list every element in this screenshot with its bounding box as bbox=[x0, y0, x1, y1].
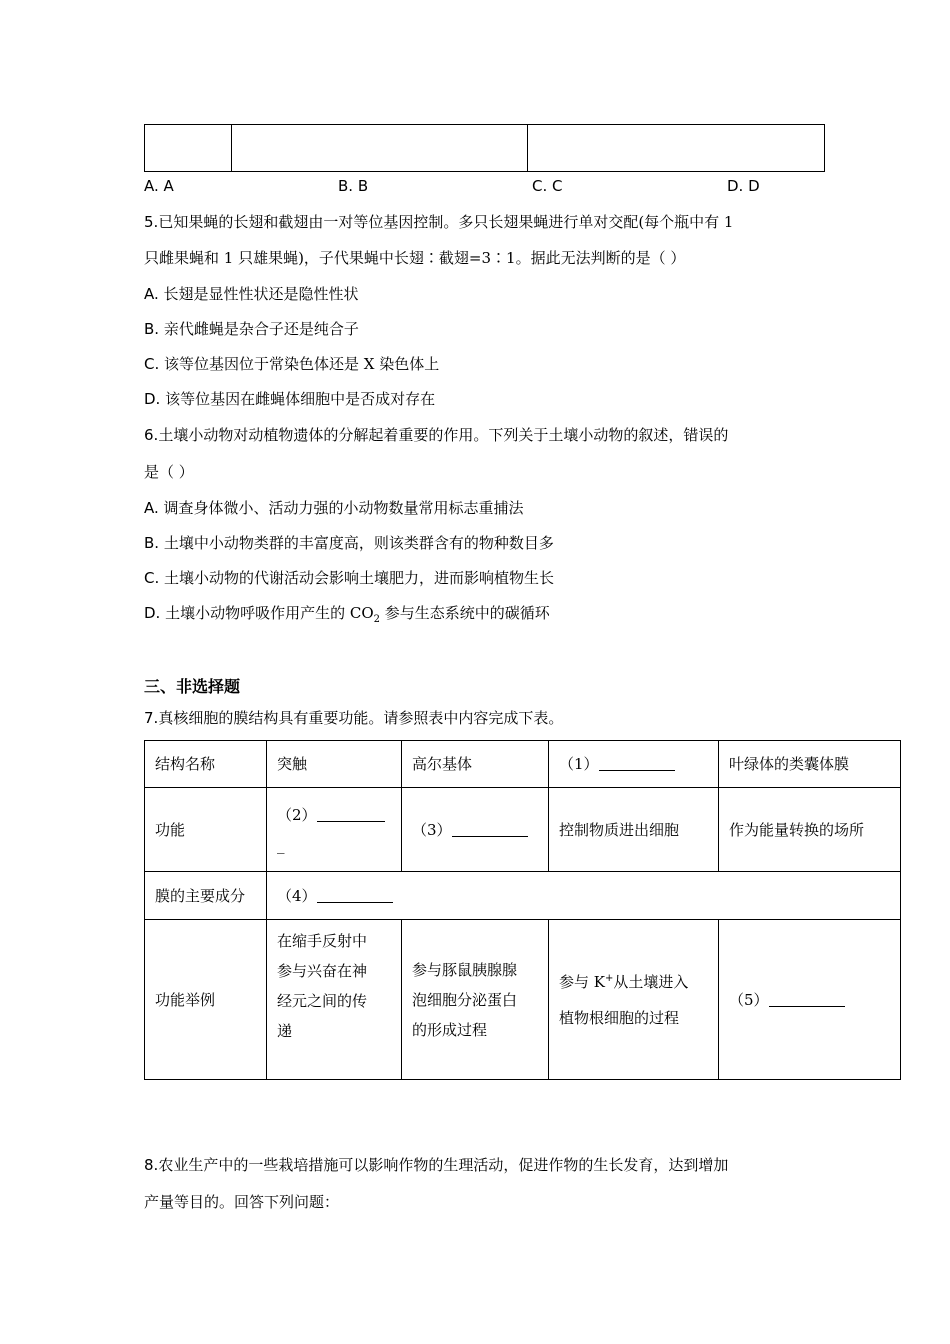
option-label: B. B bbox=[338, 177, 369, 195]
question-text: 已知果蝇的长翅和截翅由一对等位基因控制。多只长翅果蝇进行单对交配(每个瓶中有 1 bbox=[158, 213, 734, 231]
option-label: C. C bbox=[532, 177, 563, 195]
table-cell bbox=[267, 920, 402, 1080]
answer-blank[interactable] bbox=[769, 990, 845, 1007]
question-text: 真核细胞的膜结构具有重要功能。请参照表中内容完成下表。 bbox=[158, 709, 564, 727]
q5-stem-line1 bbox=[144, 212, 733, 232]
question-text: 土壤小动物对动植物遗体的分解起着重要的作用。下列关于土壤小动物的叙述，错误的 bbox=[158, 426, 729, 444]
table-row bbox=[145, 920, 901, 1080]
q7-stem bbox=[144, 708, 563, 728]
q4-table bbox=[144, 124, 825, 172]
table-cell bbox=[267, 788, 402, 872]
table-cell: 作为能量转换的场所 bbox=[719, 788, 901, 872]
option-letter: A. bbox=[144, 499, 159, 517]
option-text: 长翅是显性性状还是隐性性状 bbox=[163, 285, 359, 303]
blank-label: （4） bbox=[277, 886, 317, 905]
option-letter: A. bbox=[144, 285, 159, 303]
q6-option-d[interactable] bbox=[144, 603, 550, 623]
option-letter: D. bbox=[144, 604, 161, 622]
q6-option-a[interactable] bbox=[144, 498, 524, 518]
option-letter: B. bbox=[144, 534, 160, 552]
q5-option-b[interactable] bbox=[144, 319, 359, 339]
answer-blank[interactable] bbox=[452, 820, 528, 837]
table-cell bbox=[402, 788, 549, 872]
table-cell bbox=[232, 125, 528, 172]
table-cell bbox=[528, 125, 825, 172]
q5-option-c[interactable] bbox=[144, 354, 439, 374]
cell-line: 的形成过程 bbox=[412, 1020, 488, 1039]
q6-option-b[interactable] bbox=[144, 533, 554, 553]
option-letter: C. bbox=[144, 569, 160, 587]
cell-line: 递 bbox=[277, 1022, 293, 1040]
answer-blank[interactable] bbox=[317, 805, 385, 822]
blank-label: （3） bbox=[412, 820, 452, 839]
cell-line: 在缩手反射中 bbox=[277, 932, 368, 950]
q5-stem-line2: 只雌果蝇和 1 只雄果蝇)，子代果蝇中长翅∶截翅=3∶1。据此无法判断的是（ ） bbox=[144, 249, 686, 267]
q4-option-c[interactable] bbox=[532, 176, 562, 196]
table-cell: 突触 bbox=[267, 741, 402, 788]
q4-option-d[interactable] bbox=[727, 176, 760, 196]
option-text: 土壤小动物呼吸作用产生的 CO bbox=[165, 604, 374, 622]
question-text: 农业生产中的一些栽培措施可以影响作物的生理活动，促进作物的生长发育，达到增加 bbox=[158, 1156, 729, 1174]
q6-stem-line1 bbox=[144, 425, 728, 445]
section-title: 三、非选择题 bbox=[144, 677, 241, 696]
table-cell: 高尔基体 bbox=[402, 741, 549, 788]
blank-label: （5） bbox=[729, 990, 769, 1009]
option-text: 参与生态系统中的碳循环 bbox=[380, 604, 550, 622]
cell-text: 从土壤进入 bbox=[613, 972, 689, 991]
q8-stem-line1 bbox=[144, 1155, 728, 1175]
section-heading bbox=[144, 674, 240, 697]
q4-option-b[interactable] bbox=[338, 176, 368, 196]
subscript: 2 bbox=[373, 614, 381, 625]
table-cell: 叶绿体的类囊体膜 bbox=[719, 741, 901, 788]
q6-option-c[interactable] bbox=[144, 568, 554, 588]
table-cell bbox=[549, 920, 719, 1080]
option-letter: B. bbox=[144, 320, 160, 338]
table-cell bbox=[402, 920, 549, 1080]
q5-option-a[interactable] bbox=[144, 284, 359, 304]
q5-option-d[interactable] bbox=[144, 389, 435, 409]
option-label: A. A bbox=[144, 177, 174, 195]
option-text: 土壤小动物的代谢活动会影响土壤肥力，进而影响植物生长 bbox=[164, 569, 555, 587]
option-label: D. D bbox=[727, 177, 760, 195]
cell-line: 泡细胞分泌蛋白 bbox=[412, 990, 518, 1009]
option-letter: C. bbox=[144, 355, 160, 373]
question-number: 5. bbox=[144, 213, 159, 231]
q7-table bbox=[144, 740, 901, 1080]
question-number: 8. bbox=[144, 1156, 159, 1174]
blank-tail: _ bbox=[277, 835, 285, 854]
table-row bbox=[145, 741, 901, 788]
option-text: 调查身体微小、活动力强的小动物数量常用标志重捕法 bbox=[163, 499, 524, 517]
table-cell bbox=[549, 741, 719, 788]
option-text: 土壤中小动物类群的丰富度高，则该类群含有的物种数目多 bbox=[163, 534, 554, 552]
question-number: 6. bbox=[144, 426, 159, 444]
table-cell bbox=[719, 920, 901, 1080]
option-text: 该等位基因位于常染色体还是 X 染色体上 bbox=[164, 355, 440, 373]
cell-text: 参与 K bbox=[559, 972, 605, 991]
option-letter: D. bbox=[144, 390, 161, 408]
cell-line: 植物根细胞的过程 bbox=[559, 1008, 680, 1027]
answer-blank[interactable] bbox=[317, 886, 393, 903]
table-row bbox=[145, 872, 901, 920]
q8-stem-line2: 产量等目的。回答下列问题： bbox=[144, 1193, 340, 1211]
q6-stem-line2: 是（ ） bbox=[144, 463, 194, 481]
cell-line bbox=[559, 964, 708, 1000]
table-cell: 结构名称 bbox=[145, 741, 267, 788]
blank-label: （1） bbox=[559, 755, 599, 773]
q4-option-a[interactable] bbox=[144, 176, 174, 196]
answer-blank[interactable] bbox=[599, 754, 675, 771]
option-text: 该等位基因在雌蝇体细胞中是否成对存在 bbox=[165, 390, 436, 408]
table-row bbox=[145, 788, 901, 872]
cell-line: 参与豚鼠胰腺腺 bbox=[412, 960, 518, 979]
blank-label: （2） bbox=[277, 805, 317, 824]
table-cell bbox=[267, 872, 901, 920]
table-cell: 膜的主要成分 bbox=[145, 872, 267, 920]
cell-line: 经元之间的传 bbox=[277, 992, 368, 1010]
table-cell: 功能 bbox=[145, 788, 267, 872]
option-text: 亲代雌蝇是杂合子还是纯合子 bbox=[163, 320, 359, 338]
question-number: 7. bbox=[144, 709, 159, 727]
table-cell bbox=[145, 125, 232, 172]
table-row bbox=[145, 125, 825, 172]
cell-line: 参与兴奋在神 bbox=[277, 962, 368, 980]
superscript: + bbox=[604, 972, 614, 984]
table-cell: 功能举例 bbox=[145, 920, 267, 1080]
table-cell: 控制物质进出细胞 bbox=[549, 788, 719, 872]
